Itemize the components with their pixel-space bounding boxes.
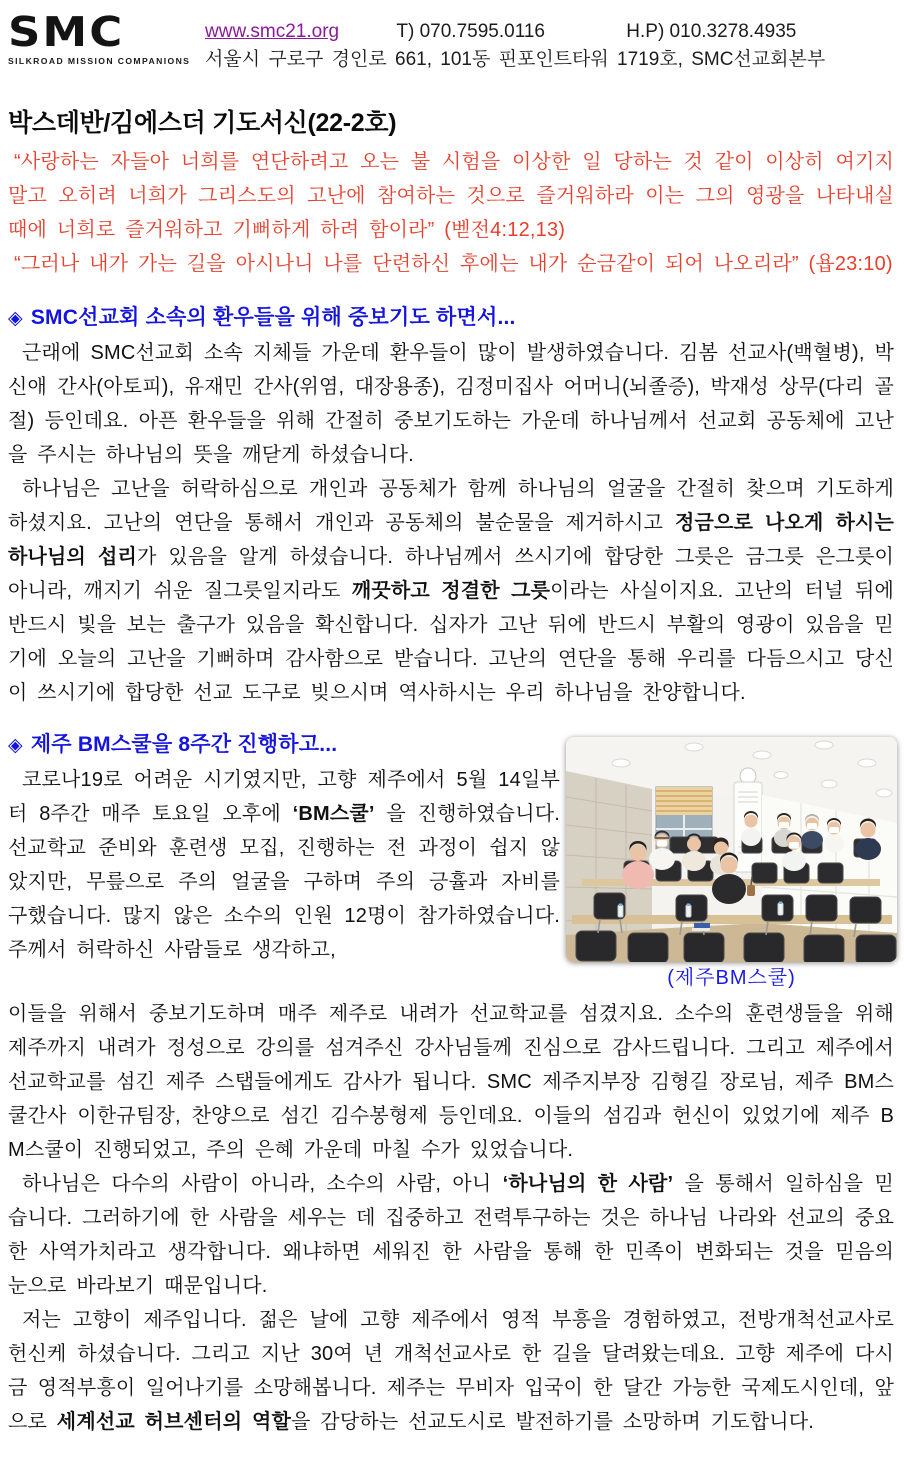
text-run: 이라는 사실이지요. 고난의 터널 뒤에 반드시 빛을 보는 출구가 있음을 확신합니다. 십자가 고난 뒤에 반드시 부활의 영광이 있음을 믿기에 오늘의 고난을 기뻐하며 감사함으로 받습니다. 고난의 연단을 통해 우리를 다듬으시고 당신이 쓰시기에 합당한 선교 도구로 빚으시며 역사하시는 우리 하나님을 찬양합니다. — [8, 580, 894, 704]
bible-verse-2: “그러나 내가 가는 길을 아시나니 나를 단련하신 후에는 내가 순금같이 되어 나오리라” (욥23:10) — [14, 253, 893, 275]
website-link[interactable]: www.smc21.org — [205, 21, 340, 42]
bible-verse-1: “사랑하는 자들아 너희를 연단하려고 오는 불 시험을 이상한 일 당하는 것 같이 이상히 여기지 말고 오히려 너희가 그리스도의 고난에 참여하는 것으로 즐거워하라 이는 그의 영광을 나타내실 때에 너희로 즐거워하고 기뻐하게 하려 함이라” (벧전4:12,13) — [8, 151, 894, 241]
section-heading-text: 제주 BM스쿨을 8주간 진행하고... — [30, 733, 338, 756]
section-heading-patients — [8, 303, 894, 334]
classroom-photo — [566, 737, 897, 962]
bold-text-run: 깨끗하고 정결한 그릇 — [351, 580, 551, 602]
smc-logo — [8, 7, 205, 66]
paragraph-bmschool-2: 이들을 위해서 중보기도하며 매주 제주로 내려가 선교학교를 섬겼지요. 소수의 훈련생들을 위해 제주까지 내려가 정성으로 강의를 섬겨주신 강사님들께 진심으로 감사드립니다. 그리고 제주에서 선교학교를 섬긴 제주 스탭들에게도 감사가 됩니다. SMC 제주지부장 김형길 장로님, 제주 BM스쿨간사 이한규팀장, 찬양으로 섬긴 김수봉형제 등인데요. 이들의 섬김과 헌신이 있었기에 제주 BM스쿨이 진행되었고, 주의 은혜 가운데 마칠 수가 있었습니다. — [8, 1003, 894, 1161]
bold-text-run: ‘하나님의 한 사람’ — [502, 1173, 674, 1195]
text-run: 을 진행하였습니다. 선교학교 준비와 훈련생 모집, 진행하는 전 과정이 쉽지 않았지만, 무릎으로 주의 얼굴을 구하며 주의 긍휼과 자비를 구했습니다. 많지 않은 소수의 인원 12명이 참가하였습니다. 주께서 허락하신 사람들로 생각하고, — [8, 803, 560, 961]
bold-text-run: 정금으로 나오게 하시는 하나님의 섭리 — [8, 512, 895, 568]
text-run: 저는 고향이 제주입니다. 젊은 날에 고향 제주에서 영적 부흥을 경험하였고, 전방개척선교사로 헌신케 하셨습니다. 그리고 지난 30여 년 개척선교사로 한 길을 달려왔는데요. 고향 제주에 다시금 영적부흥이 일어나기를 소망해봅니다. 제주는 무비자 입국이 한 달간 가능한 국제도시인데, 앞으로 — [8, 1309, 894, 1433]
contact-info — [205, 14, 825, 73]
text-run: 하나님은 다수의 사람이 아니라, 소수의 사람, 아니 — [22, 1173, 503, 1195]
paragraph-bmschool-1 — [8, 763, 560, 967]
contact-row — [205, 18, 825, 45]
diamond-bullet-icon: ◈ — [8, 308, 23, 329]
section-heading-text: SMC선교회 소속의 환우들을 위해 중보기도 하면서... — [30, 306, 516, 329]
text-run: 하나님은 고난을 허락하심으로 개인과 공동체가 함께 하나님의 얼굴을 간절히 찾으며 기도하게 하셨지요. 고난의 연단을 통해서 개인과 공동체의 불순물을 제거하시고 — [8, 478, 894, 534]
page-title: 박스데반/김에스더 기도서신(22-2호) — [8, 109, 397, 137]
text-run: 코로나19로 어려운 시기였지만, 고향 제주에서 5월 14일부터 8주간 매주 토요일 오후에 — [8, 769, 560, 825]
text-run: 을 감당하는 선교도시로 발전하기를 소망하며 기도합니다. — [291, 1411, 815, 1433]
phone-number: T) 070.7595.0116 — [396, 21, 545, 42]
paragraph-patients-1: 근래에 SMC선교회 소속 지체들 가운데 환우들이 많이 발생하였습니다. 김봄 선교사(백혈병), 박신애 간사(아토피), 유재민 간사(위염, 대장용종), 김정미집사 어머니(뇌졸증), 박재성 상무(다리 골절) 등인데요. 아픈 환우들을 위해 간절히 중보기도하는 가운데 하나님께서 선교회 공동체에 고난을 주시는 하나님의 뜻을 깨닫게 하셨습니다. — [8, 342, 894, 466]
paragraph-jeju-hometown — [8, 1303, 894, 1439]
bold-text-run: ‘BM스쿨’ — [292, 803, 375, 825]
classroom-photo-illustration — [566, 737, 897, 962]
diamond-bullet-icon: ◈ — [8, 735, 23, 756]
photo-caption: (제주BM스쿨) — [667, 967, 796, 989]
paragraph-patients-2 — [8, 472, 894, 710]
smc-logo-wordmark: SMC — [8, 7, 125, 57]
mobile-number: H.P) 010.3278.4935 — [626, 21, 797, 42]
office-address: 서울시 구로구 경인로 661, 101동 핀포인트타워 1719호, SMC선교회본부 — [205, 49, 826, 70]
photo-figure — [566, 737, 897, 991]
letterhead — [0, 0, 904, 73]
smc-logo-subtext: SILKROAD MISSION COMPANIONS — [8, 56, 191, 66]
text-run: 을 통해서 일하심을 믿습니다. 그러하기에 한 사람을 세우는 데 집중하고 전력투구하는 것은 하나님 나라와 선교의 중요한 사역가치라고 생각합니다. 왜냐하면 세워진 한 사람을 통해 한 민족이 변화되는 것을 믿음의 눈으로 바라보기 때문입니다. — [8, 1173, 894, 1297]
bold-text-run: 세계선교 허브센터의 역할 — [56, 1411, 292, 1433]
paragraph-one-person — [8, 1167, 894, 1303]
text-run: 가 있음을 알게 하셨습니다. 하나님께서 쓰시기에 합당한 그릇은 금그릇 은그릇이 아니라, 깨지기 쉬운 질그릇일지라도 — [8, 546, 894, 602]
